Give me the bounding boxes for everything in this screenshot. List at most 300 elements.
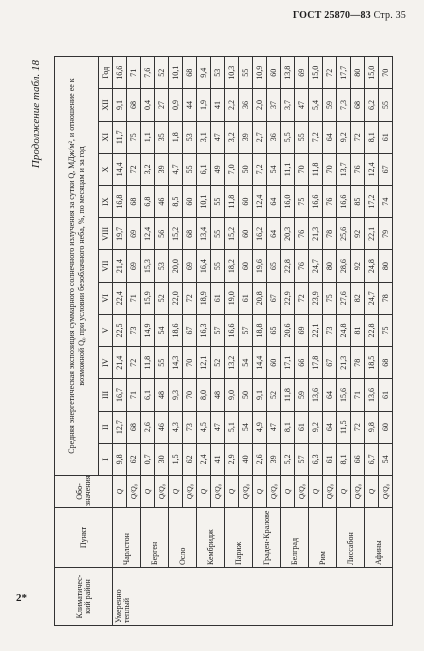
ratio-value: 49 <box>211 153 225 185</box>
q-value: 11,8 <box>225 186 239 218</box>
ratio-value: 80 <box>351 57 365 89</box>
ratio-value: 54 <box>379 443 393 475</box>
symbol-q: Q <box>337 476 351 508</box>
ratio-value: 30 <box>155 443 169 475</box>
month-header: X <box>99 153 113 185</box>
ratio-value: 64 <box>323 121 337 153</box>
ratio-value: 53 <box>155 250 169 282</box>
ratio-value: 53 <box>183 121 197 153</box>
ratio-value: 61 <box>323 443 337 475</box>
q-value: 21,4 <box>113 347 127 379</box>
q-value: 9,2 <box>309 411 323 443</box>
q-value: 16,6 <box>225 314 239 346</box>
q-value: 9,4 <box>197 57 211 89</box>
symbol-q: Q <box>141 476 155 508</box>
ratio-value: 60 <box>183 186 197 218</box>
q-value: 19,6 <box>253 250 267 282</box>
q-value: 19,7 <box>113 218 127 250</box>
ratio-value: 92 <box>351 218 365 250</box>
q-value: 24,7 <box>309 250 323 282</box>
ratio-value: 54 <box>267 153 281 185</box>
q-value: 4,7 <box>169 153 183 185</box>
q-value: 11,8 <box>141 347 155 379</box>
q-value: 13,6 <box>365 379 379 411</box>
symbol-q: Q <box>365 476 379 508</box>
ratio-value: 76 <box>295 250 309 282</box>
q-value: 18,2 <box>225 250 239 282</box>
ratio-value: 78 <box>379 282 393 314</box>
q-value: 13,4 <box>197 218 211 250</box>
ratio-value: 74 <box>379 186 393 218</box>
q-value: 2,6 <box>141 411 155 443</box>
symbol-ratio: Q/Q₀ <box>323 476 337 508</box>
table-row <box>253 57 267 626</box>
ratio-value: 57 <box>211 314 225 346</box>
ratio-value: 72 <box>351 121 365 153</box>
ratio-value: 60 <box>239 186 253 218</box>
q-value: 16,6 <box>309 186 323 218</box>
ratio-value: 70 <box>323 153 337 185</box>
table-row <box>281 57 295 626</box>
q-value: 18,5 <box>365 347 379 379</box>
ratio-value: 64 <box>267 186 281 218</box>
ratio-value: 64 <box>267 218 281 250</box>
ratio-value: 41 <box>211 443 225 475</box>
q-value: 8,5 <box>169 186 183 218</box>
continuation-label: Продолжение табл. 18 <box>30 60 42 169</box>
ratio-value: 69 <box>127 250 141 282</box>
q-value: 9,3 <box>169 379 183 411</box>
ratio-value: 70 <box>183 347 197 379</box>
symbol-ratio: Q/Q₀ <box>155 476 169 508</box>
symbol-q: Q <box>113 476 127 508</box>
table-row <box>309 57 323 626</box>
table-row <box>225 57 239 626</box>
q-value: 17,8 <box>309 347 323 379</box>
ratio-value: 41 <box>211 89 225 121</box>
ratio-value: 76 <box>295 218 309 250</box>
month-header: VII <box>99 250 113 282</box>
ratio-value: 61 <box>211 282 225 314</box>
city-name: Граден-Кралове <box>253 508 281 568</box>
ratio-value: 68 <box>183 57 197 89</box>
ratio-value: 61 <box>239 282 253 314</box>
ratio-value: 71 <box>127 282 141 314</box>
q-value: 22,8 <box>281 250 295 282</box>
month-header: XII <box>99 89 113 121</box>
table-row <box>113 57 127 626</box>
q-value: 10,1 <box>197 186 211 218</box>
q-value: 6,3 <box>309 443 323 475</box>
q-value: 16,6 <box>337 186 351 218</box>
symbol-q: Q <box>281 476 295 508</box>
symbol-q: Q <box>309 476 323 508</box>
q-value: 14,3 <box>169 347 183 379</box>
ratio-value: 79 <box>379 218 393 250</box>
table-row <box>197 57 211 626</box>
ratio-value: 60 <box>239 250 253 282</box>
ratio-value: 46 <box>155 186 169 218</box>
ratio-value: 70 <box>379 57 393 89</box>
q-value: 22,9 <box>281 282 295 314</box>
header-punkt: Пункт <box>55 508 113 568</box>
ratio-value: 64 <box>323 411 337 443</box>
q-value: 7,3 <box>337 89 351 121</box>
ratio-value: 68 <box>351 89 365 121</box>
q-value: 20,0 <box>169 250 183 282</box>
q-value: 22,1 <box>309 314 323 346</box>
q-value: 7,2 <box>253 153 267 185</box>
q-value: 15,3 <box>141 250 155 282</box>
q-value: 24,8 <box>365 250 379 282</box>
q-value: 2,7 <box>253 121 267 153</box>
q-value: 17,1 <box>281 347 295 379</box>
q-value: 22,4 <box>113 282 127 314</box>
ratio-value: 40 <box>239 443 253 475</box>
table-row <box>365 57 379 626</box>
q-value: 20,8 <box>253 282 267 314</box>
ratio-value: 52 <box>155 57 169 89</box>
q-value: 18,8 <box>253 314 267 346</box>
ratio-value: 72 <box>183 282 197 314</box>
q-value: 5,4 <box>309 89 323 121</box>
ratio-value: 61 <box>379 121 393 153</box>
q-value: 21,3 <box>309 218 323 250</box>
q-value: 9,0 <box>225 379 239 411</box>
q-value: 16,6 <box>113 57 127 89</box>
month-header: I <box>99 443 113 475</box>
q-value: 11,1 <box>281 153 295 185</box>
ratio-value: 68 <box>379 347 393 379</box>
q-value: 15,2 <box>169 218 183 250</box>
ratio-value: 36 <box>267 121 281 153</box>
table-row <box>141 57 155 626</box>
ratio-value: 55 <box>379 89 393 121</box>
q-value: 4,3 <box>169 411 183 443</box>
q-value: 5,2 <box>281 443 295 475</box>
q-value: 20,3 <box>281 218 295 250</box>
ratio-value: 47 <box>211 411 225 443</box>
q-value: 5,1 <box>225 411 239 443</box>
q-value: 21,4 <box>113 250 127 282</box>
ratio-value: 72 <box>323 57 337 89</box>
ratio-value: 82 <box>351 282 365 314</box>
q-value: 16,7 <box>113 379 127 411</box>
q-value: 16,0 <box>281 186 295 218</box>
q-value: 13,2 <box>225 347 239 379</box>
q-value: 7,6 <box>141 57 155 89</box>
q-value: 9,8 <box>113 443 127 475</box>
table-row <box>337 57 351 626</box>
q-value: 10,9 <box>253 57 267 89</box>
q-value: 8,0 <box>197 379 211 411</box>
ratio-value: 64 <box>323 379 337 411</box>
ratio-value: 69 <box>127 218 141 250</box>
ratio-value: 73 <box>183 411 197 443</box>
ratio-value: 48 <box>211 379 225 411</box>
climate-region: Умеренно теплый <box>113 568 393 626</box>
header-oboz: Обо-значения <box>55 476 113 508</box>
q-value: 4,9 <box>253 411 267 443</box>
q-value: 6,2 <box>365 89 379 121</box>
q-value: 15,9 <box>141 282 155 314</box>
q-value: 12,1 <box>197 347 211 379</box>
q-value: 25,6 <box>337 218 351 250</box>
q-value: 0,4 <box>141 89 155 121</box>
q-value: 6,7 <box>365 443 379 475</box>
q-value: 1,9 <box>197 89 211 121</box>
q-value: 14,4 <box>253 347 267 379</box>
ratio-value: 69 <box>295 57 309 89</box>
ratio-value: 36 <box>239 89 253 121</box>
ratio-value: 72 <box>351 411 365 443</box>
q-value: 11,5 <box>337 411 351 443</box>
ratio-value: 71 <box>127 379 141 411</box>
q-value: 11,8 <box>309 153 323 185</box>
ratio-value: 46 <box>155 411 169 443</box>
ratio-value: 60 <box>267 347 281 379</box>
ratio-value: 67 <box>183 314 197 346</box>
ratio-value: 68 <box>127 186 141 218</box>
month-header: XI <box>99 121 113 153</box>
symbol-ratio: Q/Q₀ <box>351 476 365 508</box>
ratio-value: 60 <box>239 218 253 250</box>
q-value: 13,7 <box>337 153 351 185</box>
ratio-value: 39 <box>155 153 169 185</box>
ratio-value: 73 <box>127 314 141 346</box>
month-header: Год <box>99 57 113 89</box>
q-value: 3,2 <box>225 121 239 153</box>
month-header: IV <box>99 347 113 379</box>
ratio-value: 69 <box>183 250 197 282</box>
ratio-value: 72 <box>127 153 141 185</box>
ratio-value: 52 <box>211 347 225 379</box>
ratio-value: 73 <box>323 314 337 346</box>
ratio-value: 70 <box>295 153 309 185</box>
q-value: 15,6 <box>337 379 351 411</box>
q-value: 16,4 <box>197 250 211 282</box>
q-value: 16,3 <box>197 314 211 346</box>
ratio-value: 62 <box>183 443 197 475</box>
ratio-value: 65 <box>267 250 281 282</box>
ratio-value: 27 <box>155 89 169 121</box>
symbol-q: Q <box>225 476 239 508</box>
ratio-value: 78 <box>351 347 365 379</box>
table-row <box>169 57 183 626</box>
q-value: 2,6 <box>253 443 267 475</box>
q-value: 13,8 <box>281 57 295 89</box>
q-value: 8,1 <box>281 411 295 443</box>
q-value: 28,6 <box>337 250 351 282</box>
q-value: 27,6 <box>337 282 351 314</box>
solar-radiation-table <box>54 56 393 626</box>
q-value: 8,1 <box>365 121 379 153</box>
ratio-value: 59 <box>295 379 309 411</box>
ratio-value: 72 <box>127 347 141 379</box>
q-value: 1,5 <box>169 443 183 475</box>
q-value: 9,2 <box>337 121 351 153</box>
q-value: 23,9 <box>309 282 323 314</box>
ratio-value: 80 <box>379 250 393 282</box>
q-value: 2,4 <box>197 443 211 475</box>
ratio-value: 75 <box>379 314 393 346</box>
q-value: 18,6 <box>169 314 183 346</box>
ratio-value: 57 <box>239 314 253 346</box>
ratio-value: 62 <box>127 443 141 475</box>
city-name: Кембридж <box>197 508 225 568</box>
ratio-value: 55 <box>211 186 225 218</box>
q-value: 4,5 <box>197 411 211 443</box>
page-mark: 2* <box>16 592 27 604</box>
q-value: 9,8 <box>365 411 379 443</box>
city-name: Чарлстон <box>113 508 141 568</box>
q-value: 24,7 <box>365 282 379 314</box>
q-value: 11,8 <box>281 379 295 411</box>
q-value: 13,6 <box>309 379 323 411</box>
q-value: 22,0 <box>169 282 183 314</box>
ratio-value: 53 <box>211 57 225 89</box>
ratio-value: 54 <box>155 314 169 346</box>
q-value: 10,1 <box>169 57 183 89</box>
q-value: 6,1 <box>141 379 155 411</box>
q-value: 12,4 <box>253 186 267 218</box>
q-value: 15,0 <box>365 57 379 89</box>
symbol-ratio: Q/Q₀ <box>379 476 393 508</box>
ratio-value: 76 <box>351 153 365 185</box>
symbol-ratio: Q/Q₀ <box>211 476 225 508</box>
q-value: 3,1 <box>197 121 211 153</box>
ratio-value: 48 <box>155 379 169 411</box>
month-header: VIII <box>99 218 113 250</box>
ratio-value: 50 <box>239 379 253 411</box>
month-header: VI <box>99 282 113 314</box>
ratio-value: 68 <box>127 89 141 121</box>
ratio-value: 68 <box>127 411 141 443</box>
q-value: 20,6 <box>281 314 295 346</box>
ratio-value: 55 <box>211 218 225 250</box>
q-value: 12,4 <box>365 153 379 185</box>
ratio-value: 55 <box>211 250 225 282</box>
ratio-value: 57 <box>295 443 309 475</box>
ratio-value: 75 <box>295 186 309 218</box>
ratio-value: 47 <box>211 121 225 153</box>
ratio-value: 54 <box>239 411 253 443</box>
q-value: 14,9 <box>141 314 155 346</box>
city-name: Берген <box>141 508 169 568</box>
q-value: 9,1 <box>113 89 127 121</box>
ratio-value: 52 <box>267 379 281 411</box>
q-value: 3,7 <box>281 89 295 121</box>
q-value: 16,8 <box>113 186 127 218</box>
ratio-value: 72 <box>295 282 309 314</box>
q-value: 12,4 <box>141 218 155 250</box>
ratio-value: 75 <box>127 121 141 153</box>
month-header: II <box>99 411 113 443</box>
symbol-ratio: Q/Q₀ <box>295 476 309 508</box>
q-value: 17,2 <box>365 186 379 218</box>
q-value: 3,2 <box>141 153 155 185</box>
q-value: 0,9 <box>169 89 183 121</box>
page-number: Стр. 35 <box>373 10 406 21</box>
q-value: 21,3 <box>337 347 351 379</box>
ratio-value: 55 <box>239 57 253 89</box>
ratio-value: 60 <box>379 411 393 443</box>
symbol-ratio: Q/Q₀ <box>127 476 141 508</box>
ratio-value: 81 <box>351 314 365 346</box>
ratio-value: 54 <box>239 347 253 379</box>
q-value: 22,1 <box>365 218 379 250</box>
q-value: 16,2 <box>253 218 267 250</box>
standard-code: ГОСТ 25870—83 <box>292 10 371 21</box>
ratio-value: 71 <box>127 57 141 89</box>
ratio-value: 78 <box>323 218 337 250</box>
city-name: Рим <box>309 508 337 568</box>
ratio-value: 55 <box>155 347 169 379</box>
ratio-value: 55 <box>183 153 197 185</box>
month-header: IX <box>99 186 113 218</box>
q-value: 7,2 <box>309 121 323 153</box>
q-value: 2,9 <box>225 443 239 475</box>
ratio-value: 59 <box>323 89 337 121</box>
ratio-value: 47 <box>295 89 309 121</box>
q-value: 24,8 <box>337 314 351 346</box>
symbol-ratio: Q/Q₀ <box>183 476 197 508</box>
ratio-value: 68 <box>183 218 197 250</box>
q-value: 15,2 <box>225 218 239 250</box>
ratio-value: 56 <box>155 218 169 250</box>
q-value: 10,3 <box>225 57 239 89</box>
ratio-value: 37 <box>267 89 281 121</box>
ratio-value: 67 <box>323 347 337 379</box>
ratio-value: 80 <box>323 250 337 282</box>
ratio-value: 66 <box>295 347 309 379</box>
ratio-value: 66 <box>351 443 365 475</box>
city-name: Осло <box>169 508 197 568</box>
symbol-q: Q <box>197 476 211 508</box>
ratio-value: 60 <box>267 57 281 89</box>
q-value: 22,8 <box>365 314 379 346</box>
rotated-table-page <box>24 56 414 626</box>
q-value: 19,0 <box>225 282 239 314</box>
ratio-value: 75 <box>323 282 337 314</box>
q-value: 15,0 <box>309 57 323 89</box>
q-value: 2,2 <box>225 89 239 121</box>
city-name: Белград <box>281 508 309 568</box>
q-value: 6,1 <box>197 153 211 185</box>
q-value: 12,7 <box>113 411 127 443</box>
ratio-value: 52 <box>155 282 169 314</box>
q-value: 1,1 <box>141 121 155 153</box>
ratio-value: 44 <box>183 89 197 121</box>
symbol-ratio: Q/Q₀ <box>267 476 281 508</box>
ratio-value: 39 <box>267 443 281 475</box>
q-value: 7,0 <box>225 153 239 185</box>
q-value: 18,9 <box>197 282 211 314</box>
city-name: Афины <box>365 508 393 568</box>
symbol-q: Q <box>253 476 267 508</box>
ratio-value: 85 <box>351 186 365 218</box>
ratio-value: 61 <box>379 379 393 411</box>
q-value: 1,8 <box>169 121 183 153</box>
ratio-value: 92 <box>351 250 365 282</box>
q-value: 17,7 <box>337 57 351 89</box>
symbol-ratio: Q/Q₀ <box>239 476 253 508</box>
ratio-value: 47 <box>267 411 281 443</box>
month-header: V <box>99 314 113 346</box>
q-value: 9,1 <box>253 379 267 411</box>
ratio-value: 67 <box>267 282 281 314</box>
ratio-value: 50 <box>239 153 253 185</box>
